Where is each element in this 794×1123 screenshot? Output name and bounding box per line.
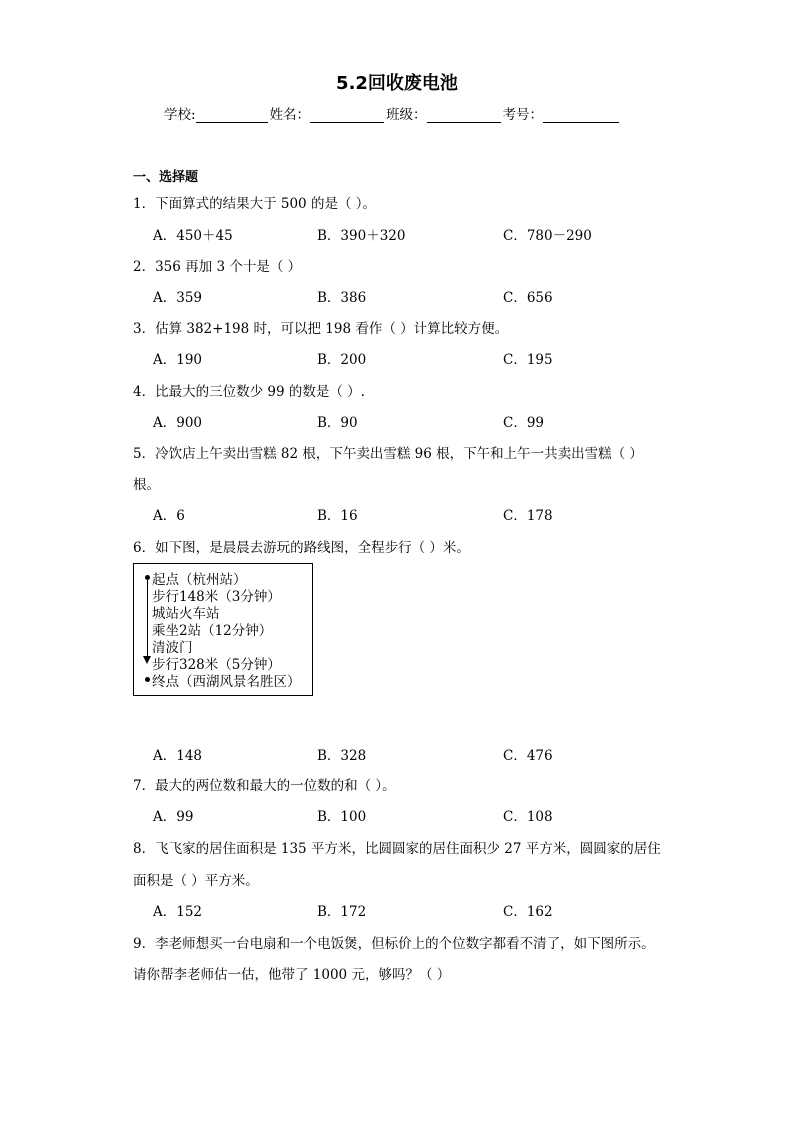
page-title: 5.2回收废电池: [336, 73, 458, 94]
question-9-stem: 9．李老师想买一台电扇和一个电饭煲，但标价上的个位数字都看不清了，如下图所示。: [133, 936, 655, 952]
route-ride: 乘坐2站（12分钟）: [152, 623, 273, 639]
student-info: [164, 103, 621, 123]
question-5-option-c[interactable]: C．178: [503, 508, 553, 524]
question-4-option-c[interactable]: C．99: [503, 415, 545, 431]
class-label: 班级：: [386, 107, 427, 123]
question-7-stem: 7．最大的两位数和最大的一位数的和（ ）。: [133, 778, 396, 794]
route-end: 终点（西湖风景名胜区）: [152, 674, 301, 690]
question-1-option-b[interactable]: B．390＋320: [317, 228, 406, 244]
route-start: 起点（杭州站）: [152, 572, 247, 588]
question-4-option-a[interactable]: A．900: [153, 415, 203, 431]
question-5-stem: 5．冷饮店上午卖出雪糕 82 根，下午卖出雪糕 96 根，下午和上午一共卖出雪糕（ ）: [133, 446, 643, 462]
question-2-option-b[interactable]: B．386: [317, 290, 367, 306]
question-1-option-c[interactable]: C．780－290: [503, 228, 592, 244]
name-field[interactable]: [310, 108, 384, 123]
question-5-stem-continued: 根。: [133, 477, 160, 493]
exam-no-label: 考号：: [502, 107, 544, 123]
question-8-option-b[interactable]: B．172: [317, 904, 367, 920]
question-1-stem: 1．下面算式的结果大于 500 的是（ ）。: [133, 196, 376, 212]
question-8-option-c[interactable]: C．162: [503, 904, 553, 920]
question-2-stem: 2．356 再加 3 个十是（ ）: [133, 259, 302, 275]
route-diagram: [133, 563, 313, 696]
question-4-option-b[interactable]: B．90: [317, 415, 358, 431]
question-4-stem: 4．比最大的三位数少 99 的数是（ ）.: [133, 384, 365, 400]
question-6-option-a[interactable]: A．148: [153, 748, 203, 764]
question-7-option-a[interactable]: A．99: [153, 809, 194, 825]
question-3-option-b[interactable]: B．200: [317, 352, 367, 368]
question-3-stem: 3．估算 382+198 时，可以把 198 看作（ ）计算比较方便。: [133, 321, 509, 337]
question-7-option-b[interactable]: B．100: [317, 809, 367, 825]
question-7-option-c[interactable]: C．108: [503, 809, 553, 825]
question-5-option-b[interactable]: B．16: [317, 508, 358, 524]
question-2-option-c[interactable]: C．656: [503, 290, 553, 306]
question-8-stem: 8．飞飞家的居住面积是 135 平方米，比圆圆家的居住面积少 27 平方米，圆圆家的居住: [133, 841, 661, 857]
question-3-option-a[interactable]: A．190: [153, 352, 203, 368]
section-heading: 一、选择题: [133, 170, 199, 185]
exam-no-field[interactable]: [543, 108, 619, 123]
route-arrow-head: [143, 656, 151, 664]
question-8-stem-continued: 面积是（ ）平方米。: [133, 873, 259, 889]
question-8-option-a[interactable]: A．152: [153, 904, 203, 920]
question-3-option-c[interactable]: C．195: [503, 352, 553, 368]
question-9-stem-continued: 请你帮李老师估一估，他带了 1000 元，够吗？（ ）: [133, 967, 451, 983]
question-6-stem: 6．如下图，是晨晨去游玩的路线图，全程步行（ ）米。: [133, 540, 470, 556]
route-qingbomen: 清波门: [152, 640, 193, 656]
class-field[interactable]: [427, 108, 501, 123]
question-2-option-a[interactable]: A．359: [153, 290, 203, 306]
school-label: 学校:: [164, 107, 196, 123]
question-6-option-c[interactable]: C．476: [503, 748, 553, 764]
name-label: 姓名：: [269, 107, 311, 123]
question-1-option-a[interactable]: A．450＋45: [153, 228, 233, 244]
route-arrow-line: [147, 580, 148, 660]
end-dot: [145, 677, 150, 682]
route-walk-2: 步行328米（5分钟）: [152, 657, 281, 673]
school-field[interactable]: [196, 108, 268, 123]
question-5-option-a[interactable]: A．6: [153, 508, 185, 524]
route-walk-1: 步行148米（3分钟）: [152, 589, 281, 605]
route-station: 城站火车站: [152, 606, 220, 622]
question-6-option-b[interactable]: B．328: [317, 748, 367, 764]
